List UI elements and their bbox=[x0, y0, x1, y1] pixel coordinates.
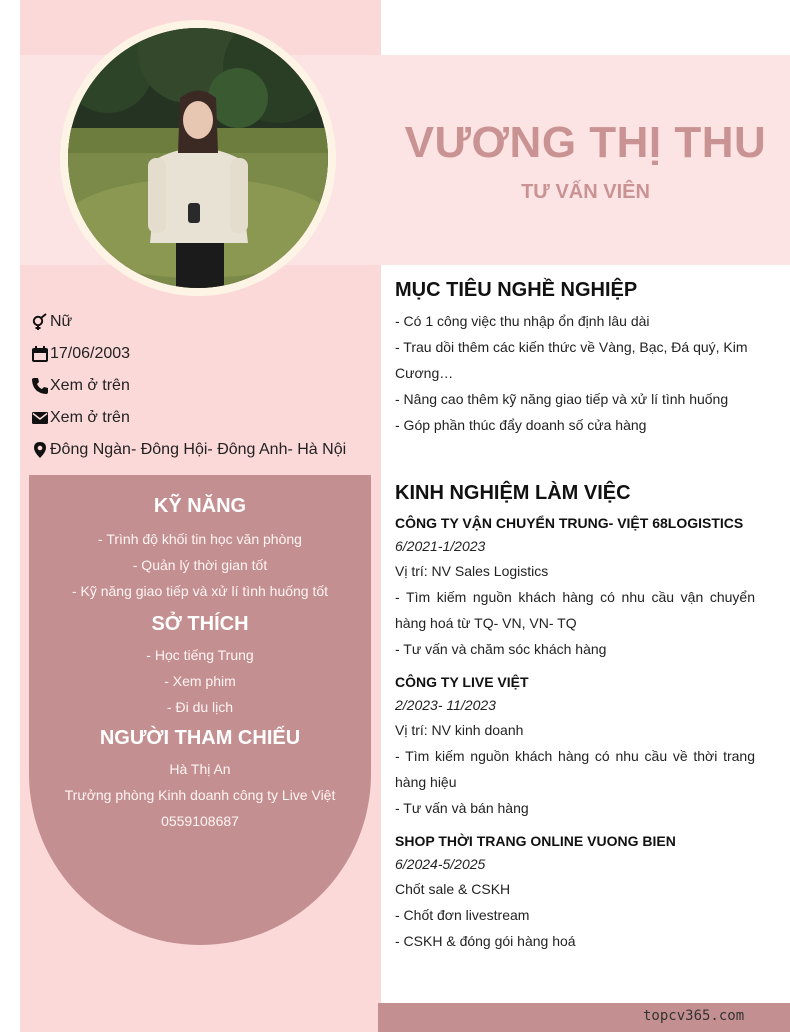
reference-position: Trưởng phòng Kinh doanh công ty Live Việt bbox=[64, 787, 336, 803]
job-line: - Tư vấn và bán hàng bbox=[395, 800, 529, 816]
job-period: 6/2021-1/2023 bbox=[395, 538, 486, 554]
job-line: Chốt sale & CSKH bbox=[395, 881, 511, 897]
job-line: - Chốt đơn livestream bbox=[395, 907, 530, 923]
objective-item: - Góp phần thúc đẩy doanh số cửa hàng bbox=[395, 417, 647, 433]
objective-item: - Nâng cao thêm kỹ năng giao tiếp và xử lí tình huống bbox=[395, 391, 729, 407]
job-line: - Tư vấn và chăm sóc khách hàng bbox=[395, 641, 607, 657]
job-period: 2/2023- 11/2023 bbox=[395, 697, 496, 713]
skills-panel bbox=[29, 475, 371, 945]
hobby-item: - Học tiếng Trung bbox=[146, 647, 254, 663]
job-line: Vị trí: NV kinh doanh bbox=[395, 722, 524, 738]
contact-birthday bbox=[30, 338, 346, 370]
skill-item: - Trình độ khối tin học văn phòng bbox=[98, 531, 302, 547]
objective-item: - Trau dồi thêm các kiến thức về Vàng, Bạc, Đá quý, Kim Cương… bbox=[395, 339, 748, 381]
experience-list bbox=[395, 512, 755, 963]
skills-title: KỸ NĂNG bbox=[153, 495, 247, 517]
contact-gender-text: Nữ bbox=[50, 313, 73, 330]
watermark: topcv365.com bbox=[643, 1008, 745, 1024]
candidate-name: VƯƠNG THỊ THU bbox=[404, 118, 767, 167]
job-period: 6/2024-5/2025 bbox=[395, 856, 486, 872]
contact-info bbox=[30, 306, 346, 466]
hobby-item: - Xem phim bbox=[164, 673, 236, 689]
contact-address-text: Đông Ngàn- Đông Hội- Đông Anh- Hà Nội bbox=[50, 441, 347, 458]
objective-title: MỤC TIÊU NGHỀ NGHIỆP bbox=[395, 279, 638, 301]
job-line: Vị trí: NV Sales Logistics bbox=[395, 563, 549, 579]
job-company: SHOP THỜI TRANG ONLINE VUONG BIEN bbox=[395, 833, 676, 849]
job-line: - CSKH & đóng gói hàng hoá bbox=[395, 933, 576, 949]
envelope-icon bbox=[30, 408, 50, 428]
calendar-icon bbox=[30, 344, 50, 364]
job-company: CÔNG TY VẬN CHUYỂN TRUNG- VIỆT 68LOGISTICS bbox=[395, 515, 744, 531]
job-entry bbox=[395, 512, 755, 662]
reference-name: Hà Thị An bbox=[169, 761, 231, 777]
experience-title: KINH NGHIỆM LÀM VIỆC bbox=[395, 482, 631, 504]
contact-phone bbox=[30, 370, 346, 402]
job-line: - Tìm kiếm nguồn khách hàng có nhu cầu về thời trang hàng hiệu bbox=[395, 748, 755, 790]
objective-item: - Có 1 công việc thu nhập ổn định lâu dài bbox=[395, 313, 650, 329]
reference-phone: 0559108687 bbox=[161, 813, 239, 829]
hobbies-title: SỞ THÍCH bbox=[151, 613, 249, 635]
skill-item: - Kỹ năng giao tiếp và xử lí tình huống tốt bbox=[71, 583, 329, 599]
job-title: TƯ VẤN VIÊN bbox=[521, 181, 650, 203]
skill-item: - Quản lý thời gian tốt bbox=[132, 557, 268, 573]
gender-icon bbox=[30, 312, 50, 332]
phone-icon bbox=[30, 376, 50, 396]
contact-phone-text: Xem ở trên bbox=[50, 377, 130, 394]
location-pin-icon bbox=[30, 440, 50, 460]
profile-photo bbox=[68, 28, 328, 288]
contact-address bbox=[30, 434, 346, 466]
hobby-item: - Đi du lịch bbox=[166, 699, 234, 715]
contact-gender bbox=[30, 306, 346, 338]
contact-email bbox=[30, 402, 346, 434]
job-entry bbox=[395, 671, 755, 821]
reference-title: NGƯỜI THAM CHIẾU bbox=[99, 727, 301, 749]
job-line: - Tìm kiếm nguồn khách hàng có nhu cầu vận chuyển hàng hoá từ TQ- VN, VN- TQ bbox=[395, 589, 755, 631]
job-entry bbox=[395, 830, 755, 954]
avatar bbox=[68, 28, 328, 288]
contact-birthday-text: 17/06/2003 bbox=[50, 345, 131, 362]
job-company: CÔNG TY LIVE VIỆT bbox=[395, 674, 529, 690]
objective-list bbox=[395, 308, 755, 438]
contact-email-text: Xem ở trên bbox=[50, 409, 130, 426]
